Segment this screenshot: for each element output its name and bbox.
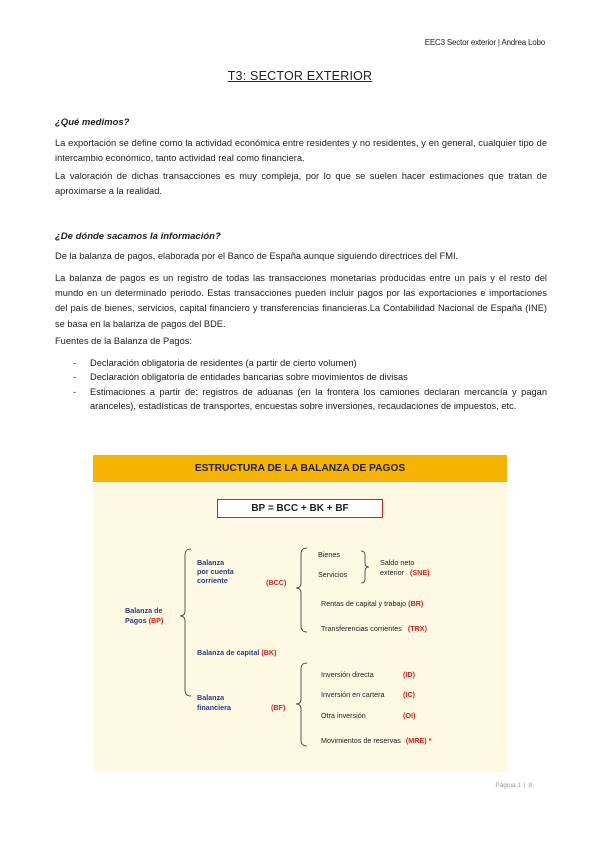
root-label: Pagos (BP) — [125, 616, 164, 625]
page-total: 8 — [528, 782, 532, 789]
bullet-marker: - — [73, 358, 77, 368]
bf-line1: Balanza — [197, 693, 225, 702]
bracket-saldo — [361, 551, 369, 583]
bcc-line2: por cuenta — [197, 567, 234, 576]
root-label-line1: Balanza de — [125, 606, 163, 615]
bk-label: Balanza de capital (BK) — [197, 648, 277, 657]
page-label: Página — [495, 782, 516, 789]
otra-inv-label: Otra inversión — [321, 711, 366, 720]
page-number: 1 — [517, 782, 522, 789]
paragraph-balanza-definicion: La balanza de pagos es un registro de todas las transacciones monetarias producidas entre un país y el resto del mundo en un determinado periodo. Estas transacciones pueden incluir pagos por las exportaciones e importaciones del país de bienes, servicios, capital financiero y transferencias financieras.La Contabilidad Nacional de España (INE) se basa en la balanza de pagos del BDE. — [55, 273, 547, 329]
bracket-bf — [296, 663, 307, 746]
servicios-label: Servicios — [318, 570, 348, 579]
section-heading-de-donde: ¿De dónde sacamos la información? — [55, 231, 221, 242]
fuentes-list — [73, 356, 547, 413]
bullet-marker: - — [73, 386, 77, 397]
inv-directa-code: (ID) — [403, 670, 415, 679]
bracket-bcc — [296, 548, 307, 632]
sne-line1: Saldo neto — [380, 558, 415, 567]
page-footer — [495, 782, 532, 789]
bf-line2: financiera — [197, 703, 231, 712]
bullet-marker: - — [73, 372, 77, 383]
inv-cartera-code: (IC) — [403, 690, 415, 699]
list-item: - Estimaciones a partir de: registros de aduanas (en la frontera los camiones declaran mercancía y pagan aranceles), estadísticas de transportes, encuestas sobre inversiones, recaudaciones de impuestos, etc. — [73, 386, 547, 411]
bf-code: (BF) — [271, 703, 286, 712]
paragraph-balanza-fuente: De la balanza de pagos, elaborada por el Banco de España aunque siguiendo directrices del FMI. — [55, 251, 459, 261]
balanza-pagos-diagram — [93, 455, 507, 772]
bracket-bp — [180, 549, 191, 696]
inv-directa-label: Inversión directa — [321, 670, 374, 679]
bcc-code: (BCC) — [266, 578, 287, 587]
transferencias-label: Transferencias corrientes (TRX) — [321, 624, 427, 633]
otra-inv-code: (OI) — [403, 711, 416, 720]
mov-reservas-label: Movimientos de reservas (MRE) * — [321, 736, 432, 745]
section-heading-que-medimos: ¿Qué medimos? — [55, 117, 130, 128]
bienes-label: Bienes — [318, 550, 340, 559]
list-item: - Declaración obligatoria de residentes (a partir de cierto volumen) — [73, 356, 547, 370]
page-separator: | — [523, 782, 526, 789]
paragraph-fuentes-label: Fuentes de la Balanza de Pagos: — [55, 336, 192, 346]
formula-box: BP = BCC + BK + BF — [217, 499, 383, 518]
bcc-line3: corriente — [197, 576, 228, 585]
list-item: - Declaración obligatoria de entidades bancarias sobre movimientos de divisas — [73, 370, 547, 384]
diagram-banner: ESTRUCTURA DE LA BALANZA DE PAGOS — [93, 455, 507, 482]
paragraph-exportacion: La exportación se define como la actividad económica entre residentes y no residentes, y en general, cualquier tipo de intercambio económico, tanto actividad real como financiera. — [55, 138, 547, 164]
bcc-line1: Balanza — [197, 558, 225, 567]
rentas-label: Rentas de capital y trabajo (BR) — [321, 599, 424, 608]
paragraph-valoracion: La valoración de dichas transacciones es muy compleja, por lo que se suelen hacer estimaciones que tratan de aproximarse a la realidad. — [55, 171, 547, 197]
running-header: EEC3 Sector exterior | Andrea Lobo — [424, 38, 545, 47]
inv-cartera-label: Inversión en cartera — [321, 690, 385, 699]
sne-line2: exterior (SNE) — [380, 568, 430, 577]
page-title: T3: SECTOR EXTERIOR — [227, 69, 373, 83]
